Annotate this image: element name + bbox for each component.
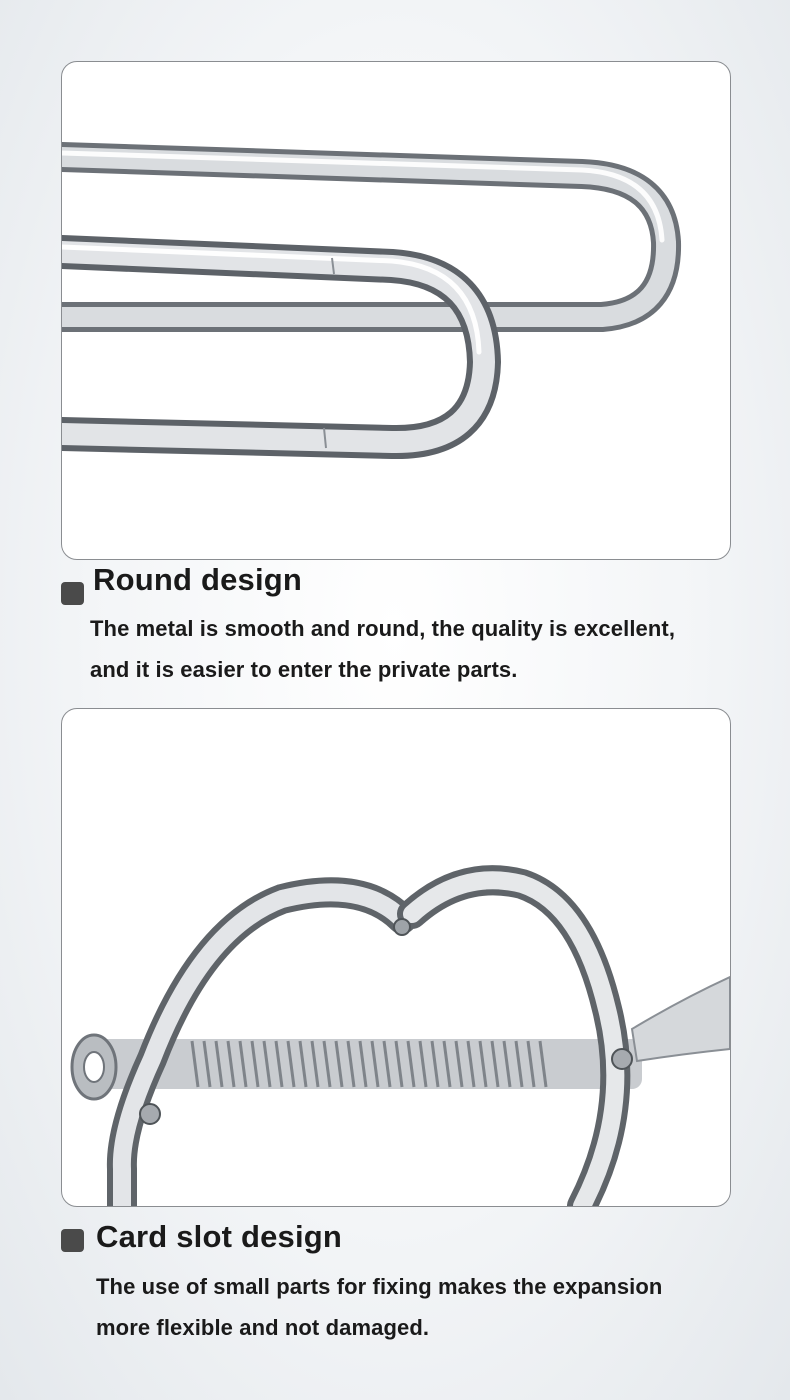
section-description-card-slot-design: [96, 1266, 786, 1348]
description-line: The use of small parts for fixing makes the expansion: [96, 1274, 663, 1299]
bullet-square-icon: [61, 582, 84, 605]
description-line: The metal is smooth and round, the quality is excellent,: [90, 616, 676, 641]
section-title-round-design: Round design: [93, 562, 303, 597]
bullet-square-icon: [61, 1229, 84, 1252]
screw-clamp-mechanism-icon: [62, 709, 730, 1206]
description-line: and it is easier to enter the private parts.: [90, 657, 518, 682]
product-image-card-slot-design: [61, 708, 731, 1207]
section-description-round-design: [90, 608, 780, 690]
section-title-card-slot-design: Card slot design: [96, 1219, 343, 1254]
description-line: more flexible and not damaged.: [96, 1315, 430, 1340]
round-metal-hook-icon: [62, 62, 730, 559]
product-image-round-design: [61, 61, 731, 560]
